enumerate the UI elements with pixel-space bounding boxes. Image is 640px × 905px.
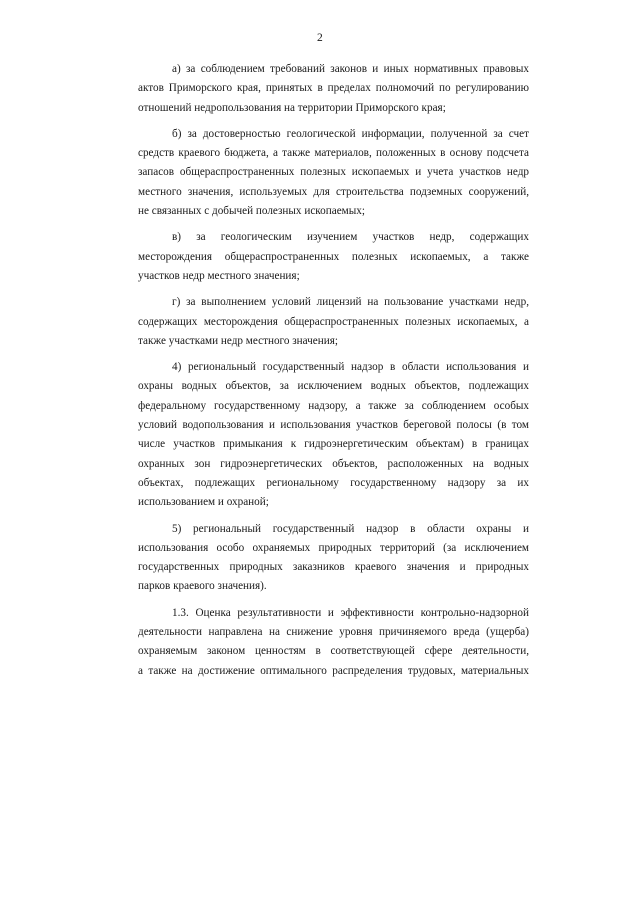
paragraph-line: деятельности направлена на снижение уровня причиняемого вреда (ущерба) bbox=[138, 626, 529, 639]
paragraph-line: а также на достижение оптимального распределения трудовых, материальных bbox=[138, 664, 529, 677]
paragraph-line: объектах, подлежащих региональному государственному надзору за их bbox=[138, 476, 529, 489]
paragraph-line: средств краевого бюджета, а также материалов, положенных в основу подсчета bbox=[138, 147, 529, 160]
paragraph-line: 5) региональный государственный надзор в области охраны и bbox=[172, 522, 529, 535]
paragraph-line: использованием и охраной; bbox=[138, 496, 269, 509]
paragraph-line: месторождения общераспространенных полезных ископаемых, а также bbox=[138, 250, 529, 263]
paragraph-line: запасов общераспространенных полезных ископаемых и учета участков недр bbox=[138, 166, 529, 179]
paragraph-line: числе участков примыкания к гидроэнергетическим объектам) в границах bbox=[138, 438, 529, 451]
paragraph-line: в) за геологическим изучением участков недр, содержащих bbox=[172, 231, 529, 244]
paragraph-line: использования особо охраняемых природных территорий (за исключением bbox=[138, 541, 529, 554]
paragraph-line: государственных природных заказников краевого значения и природных bbox=[138, 561, 529, 574]
paragraph-line: 1.3. Оценка результативности и эффективности контрольно-надзорной bbox=[172, 606, 529, 619]
paragraph bbox=[138, 604, 529, 681]
paragraph-line: охранных зон гидроэнергетических объектов, расположенных на водных bbox=[138, 457, 529, 470]
paragraph bbox=[138, 520, 529, 597]
paragraph-line: а) за соблюдением требований законов и иных нормативных правовых bbox=[172, 63, 529, 75]
paragraph-line: также участками недр местного значения; bbox=[138, 334, 338, 347]
paragraph-line: отношений недропользования на территории Приморского края; bbox=[138, 101, 446, 114]
paragraph bbox=[138, 293, 529, 351]
paragraph bbox=[138, 125, 529, 221]
paragraph-line: актов Приморского края, принятых в пределах полномочий по регулированию bbox=[138, 82, 529, 95]
paragraph-line: б) за достоверностью геологической информации, полученной за счет bbox=[172, 127, 529, 140]
paragraph-line: условий водопользования и использования участков береговой полосы (в том bbox=[138, 419, 529, 432]
page-number: 2 bbox=[317, 32, 323, 44]
paragraph-line: местного значения, используемых для строительства подземных сооружений, bbox=[138, 185, 529, 198]
document-body bbox=[138, 60, 529, 688]
paragraph-line: г) за выполнением условий лицензий на пользование участками недр, bbox=[172, 296, 529, 309]
paragraph bbox=[138, 60, 529, 118]
paragraph-line: охраняемым законом ценностям в соответствующей сфере деятельности, bbox=[138, 645, 529, 658]
paragraph-line: охраны водных объектов, за исключением водных объектов, подлежащих bbox=[138, 380, 529, 393]
paragraph-line: 4) региональный государственный надзор в области использования и bbox=[172, 361, 529, 374]
paragraph-line: содержащих месторождения общераспространенных полезных ископаемых, а bbox=[138, 315, 529, 328]
paragraph-line: парков краевого значения). bbox=[138, 580, 267, 593]
paragraph-line: федеральному государственному надзору, а также за соблюдением особых bbox=[138, 399, 529, 412]
paragraph bbox=[138, 228, 529, 286]
paragraph bbox=[138, 358, 529, 512]
paragraph-line: участков недр местного значения; bbox=[138, 269, 300, 282]
paragraph-line: не связанных с добычей полезных ископаемых; bbox=[138, 205, 365, 218]
